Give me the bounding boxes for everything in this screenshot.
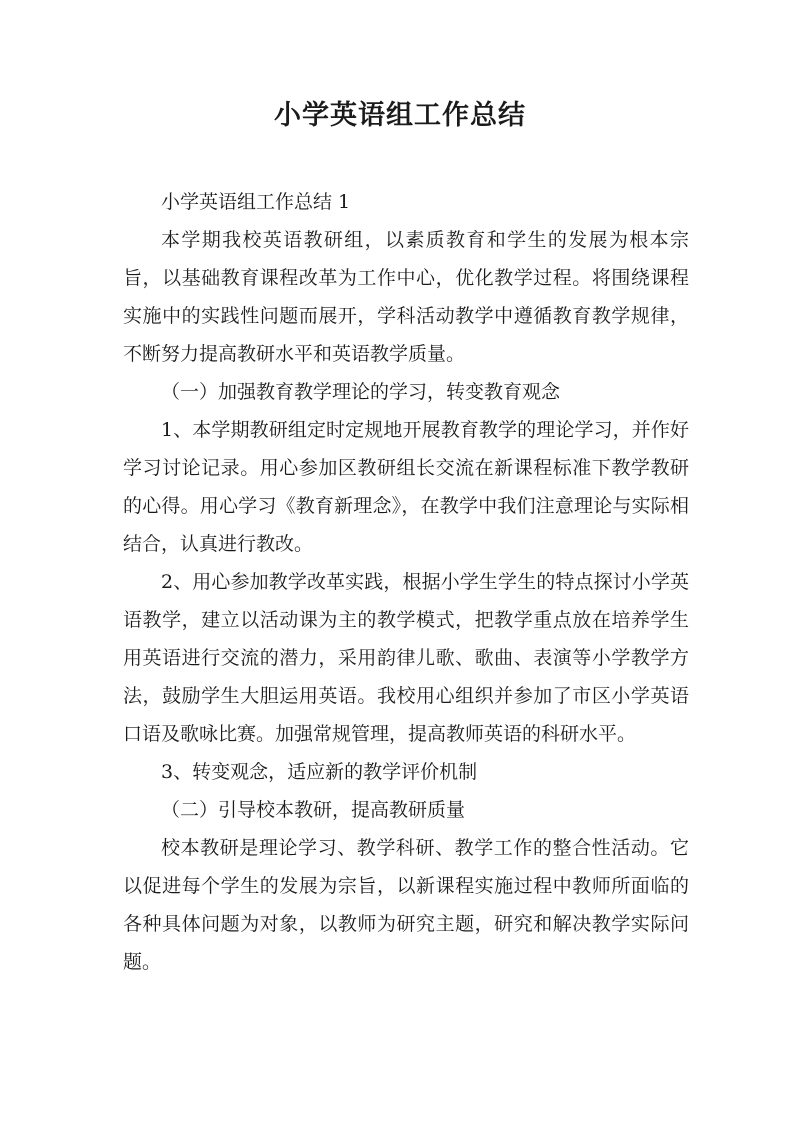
section-heading-part-1: （一）加强教育教学理论的学习，转变教育观念 <box>161 381 561 403</box>
section-heading-1: 小学英语组工作总结 1 <box>161 191 351 213</box>
paragraph-intro: 本学期我校英语教研组，以素质教育和学生的发展为根本宗旨，以基础教育课程改革为工作中心，优化教学过程。将围绕课程实施中的实践性问题而展开，学科活动教学中遵循教育教学规律，不断努力提高教研水平和英语教学质量。 <box>123 229 689 365</box>
paragraph-item-2: 2、用心参加教学改革实践，根据小学生学生的特点探讨小学英语教学，建立以活动课为主的教学模式，把教学重点放在培养学生用英语进行交流的潜力，采用韵律儿歌、歌曲、表演等小学教学方法，鼓励学生大胆运用英语。我校用心组织并参加了市区小学英语口语及歌咏比赛。加强常规管理，提高教师英语的科研水平。 <box>123 571 689 745</box>
paragraph-school-research: 校本教研是理论学习、教学科研、教学工作的整合性活动。它以促进每个学生的发展为宗旨，以新课程实施过程中教师所面临的各种具体问题为对象，以教师为研究主题，研究和解决教学实际问题。 <box>123 837 689 973</box>
document-title: 小学英语组工作总结 <box>274 100 526 131</box>
section-heading-part-2: （二）引导校本教研，提高教研质量 <box>161 799 466 821</box>
document-body <box>123 183 689 981</box>
paragraph-item-3: 3、转变观念，适应新的教学评价机制 <box>161 761 478 783</box>
paragraph-item-1: 1、本学期教研组定时定规地开展教育教学的理论学习，并作好学习讨论记录。用心参加区教研组长交流在新课程标准下教学教研的心得。用心学习《教育新理念》，在教学中我们注意理论与实际相结合，认真进行教改。 <box>123 419 689 555</box>
